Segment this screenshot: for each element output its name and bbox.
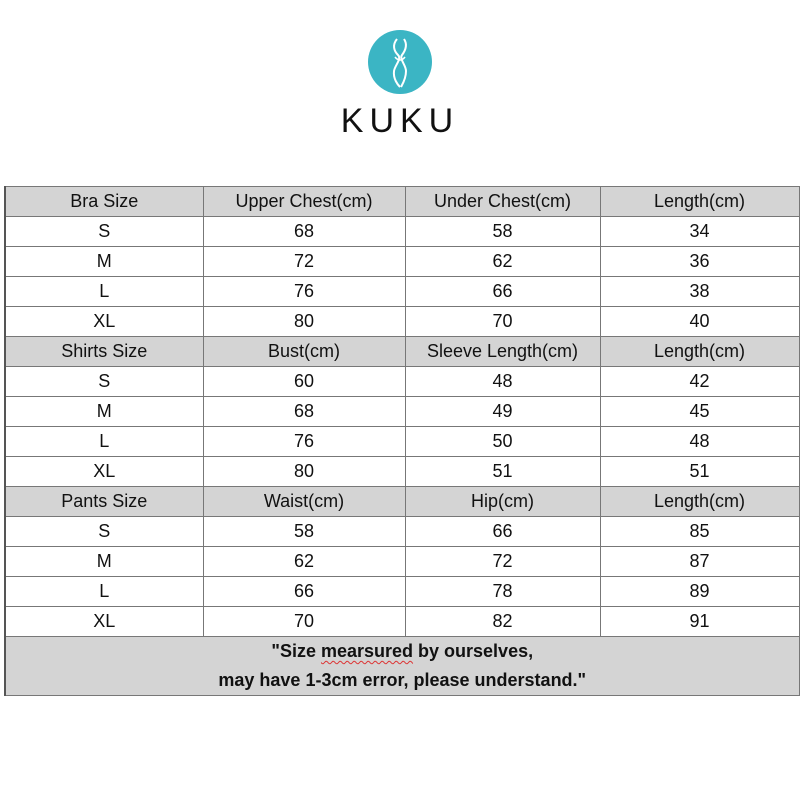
measurement-cell: 51 <box>600 457 799 487</box>
measurement-cell: 72 <box>203 247 405 277</box>
table-row <box>5 397 799 427</box>
measurement-cell: 34 <box>600 217 799 247</box>
measurement-cell: 66 <box>405 277 600 307</box>
table-row <box>5 577 799 607</box>
measurement-cell: 62 <box>405 247 600 277</box>
table-row <box>5 307 799 337</box>
column-header: Length(cm) <box>600 187 799 217</box>
size-label-cell: XL <box>5 307 203 337</box>
size-label-cell: L <box>5 427 203 457</box>
size-label-cell: XL <box>5 457 203 487</box>
measurement-cell: 68 <box>203 217 405 247</box>
column-header: Under Chest(cm) <box>405 187 600 217</box>
table-row <box>5 367 799 397</box>
table-row <box>5 607 799 637</box>
woman-silhouette-icon <box>368 30 432 94</box>
measurement-cell: 58 <box>203 517 405 547</box>
size-label-cell: L <box>5 577 203 607</box>
measurement-cell: 70 <box>405 307 600 337</box>
table-row <box>5 427 799 457</box>
measurement-cell: 87 <box>600 547 799 577</box>
section-header-row <box>5 487 799 517</box>
column-header: Upper Chest(cm) <box>203 187 405 217</box>
column-header: Length(cm) <box>600 337 799 367</box>
measurement-cell: 76 <box>203 427 405 457</box>
size-label-cell: M <box>5 397 203 427</box>
column-header: Bra Size <box>5 187 203 217</box>
size-note: "Size mearsured by ourselves, may have 1-3cm error, please understand." <box>5 637 799 696</box>
brand-logo <box>0 30 800 141</box>
table-row <box>5 517 799 547</box>
measurement-cell: 85 <box>600 517 799 547</box>
measurement-cell: 76 <box>203 277 405 307</box>
measurement-cell: 62 <box>203 547 405 577</box>
measurement-cell: 42 <box>600 367 799 397</box>
column-header: Pants Size <box>5 487 203 517</box>
column-header: Sleeve Length(cm) <box>405 337 600 367</box>
measurement-cell: 80 <box>203 307 405 337</box>
measurement-cell: 70 <box>203 607 405 637</box>
measurement-cell: 80 <box>203 457 405 487</box>
size-label-cell: S <box>5 517 203 547</box>
measurement-cell: 45 <box>600 397 799 427</box>
brand-name: KUKU <box>340 102 460 140</box>
table-row <box>5 277 799 307</box>
measurement-cell: 82 <box>405 607 600 637</box>
misspelled-word: mearsured <box>320 641 414 661</box>
measurement-cell: 89 <box>600 577 799 607</box>
measurement-cell: 66 <box>405 517 600 547</box>
measurement-cell: 72 <box>405 547 600 577</box>
measurement-cell: 48 <box>600 427 799 457</box>
measurement-cell: 51 <box>405 457 600 487</box>
column-header: Shirts Size <box>5 337 203 367</box>
table-row <box>5 547 799 577</box>
column-header: Length(cm) <box>600 487 799 517</box>
size-label-cell: S <box>5 367 203 397</box>
column-header: Bust(cm) <box>203 337 405 367</box>
table-row <box>5 457 799 487</box>
size-label-cell: M <box>5 247 203 277</box>
section-header-row <box>5 187 799 217</box>
column-header: Hip(cm) <box>405 487 600 517</box>
size-chart-table <box>4 186 800 696</box>
size-label-cell: S <box>5 217 203 247</box>
measurement-cell: 48 <box>405 367 600 397</box>
measurement-cell: 66 <box>203 577 405 607</box>
table-row <box>5 247 799 277</box>
size-label-cell: XL <box>5 607 203 637</box>
measurement-cell: 60 <box>203 367 405 397</box>
column-header: Waist(cm) <box>203 487 405 517</box>
measurement-cell: 49 <box>405 397 600 427</box>
measurement-cell: 40 <box>600 307 799 337</box>
measurement-cell: 91 <box>600 607 799 637</box>
measurement-cell: 68 <box>203 397 405 427</box>
table-row <box>5 217 799 247</box>
section-header-row <box>5 337 799 367</box>
size-label-cell: L <box>5 277 203 307</box>
measurement-cell: 36 <box>600 247 799 277</box>
note-row <box>5 637 799 696</box>
size-label-cell: M <box>5 547 203 577</box>
measurement-cell: 58 <box>405 217 600 247</box>
measurement-cell: 78 <box>405 577 600 607</box>
measurement-cell: 50 <box>405 427 600 457</box>
measurement-cell: 38 <box>600 277 799 307</box>
